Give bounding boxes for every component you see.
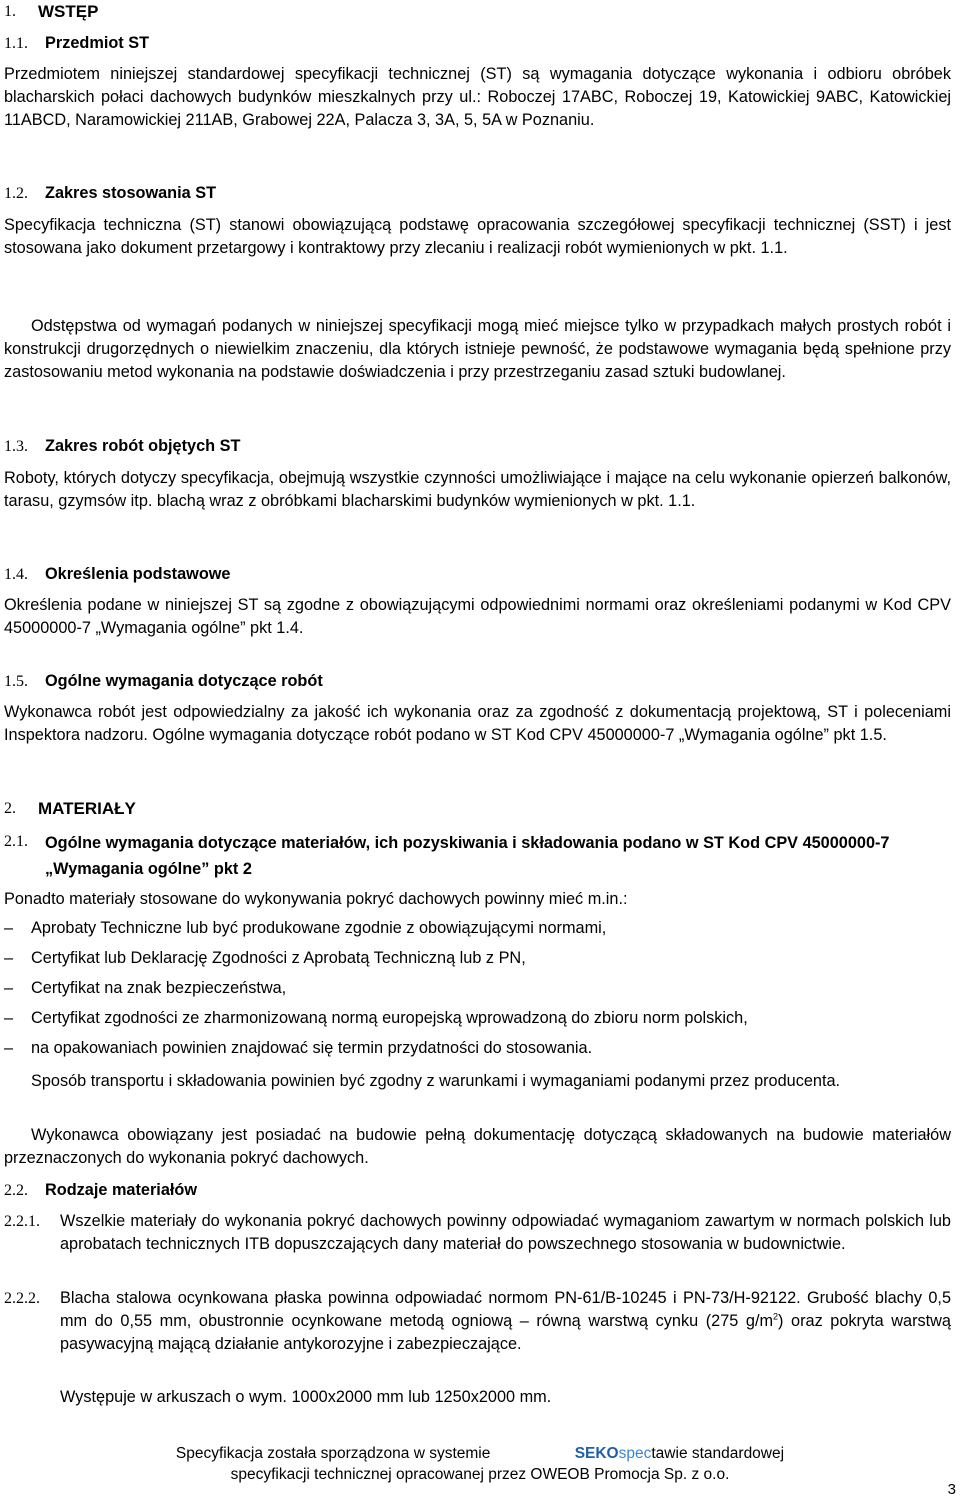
section-number: 1. (4, 3, 16, 20)
paragraph: Sposób transportu i składowania powinien być zgodny z warunkami i wymaganiami podanymi przez producenta. (31, 1072, 841, 1090)
section-title: Ogólne wymagania dotyczące materiałów, ich pozyskiwania i składowania podano w ST Kod CPV 45000000-7 „Wymagania ogólne” pkt 2 (45, 834, 890, 878)
requirements-list (4, 916, 951, 1060)
list-item: – Certyfikat lub Deklarację Zgodności z Aprobatą Techniczną lub z PN, (4, 949, 526, 967)
section-number: 2.1. (4, 833, 28, 850)
section-1-2-heading (4, 182, 216, 205)
section-number: 1.3. (4, 438, 28, 455)
section-1-heading (4, 0, 98, 23)
page-footer (0, 1443, 960, 1485)
section-title: WSTĘP (38, 2, 99, 21)
paragraph: Wykonawca robót jest odpowiedzialny za jakość ich wykonania oraz za zgodność z dokumentacją projektową, ST i poleceniami Inspektora nadzoru. Ogólne wymagania dotyczące robót podano w ST Kod CPV 45000000-7 „Wymagania ogólne” pkt 1.5. (4, 703, 951, 744)
subsection-number: 2.2.2. (4, 1290, 40, 1307)
paragraph: Blacha stalowa ocynkowana płaska powinna odpowiadać normom PN-61/B-10245 i PN-73/H-92122. Grubość blachy 0,5 mm do 0,55 mm, obustronnie ocynkowane metodą ogniową – równą warstwą cynku (275 $g/m^2$) oraz pokryta warstwą pasywacyjną mającą działanie antykorozyjne i zabezpieczające. (60, 1289, 951, 1353)
page-number: 3 (947, 1481, 956, 1498)
section-1-5-heading (4, 670, 323, 693)
paragraph: Występuje w arkuszach o wym. 1000x2000 mm lub 1250x2000 mm. (60, 1388, 552, 1406)
section-title: Rodzaje materiałów (45, 1181, 198, 1199)
paragraph: Specyfikacja techniczna (ST) stanowi obowiązującą podstawę opracowania szczegółowej specyfikacji technicznej (SST) i jest stosowana jako dokument przetargowy i kontraktowy przy zlecaniu i realizacji robót wymienionych w pkt. 1.1. (4, 216, 951, 257)
section-1-3-heading (4, 435, 240, 458)
paragraph: Wszelkie materiały do wykonania pokryć dachowych powinny odpowiadać wymaganiom zawartym w normach polskich lub aprobatach technicznych ITB dopuszczających dany materiał do powszechnego stosowania w budownictwie. (60, 1212, 951, 1253)
paragraph: Określenia podane w niniejszej ST są zgodne z obowiązującymi odpowiednimi normami oraz określeniami podanymi w Kod CPV 45000000-7 „Wymagania ogólne” pkt 1.4. (4, 596, 951, 637)
section-number: 1.2. (4, 185, 28, 202)
subsection-number: 2.2.1. (4, 1213, 40, 1230)
subsection-2-2-2 (4, 1287, 951, 1356)
section-title: Przedmiot ST (45, 34, 150, 52)
section-1-4-heading (4, 563, 231, 586)
section-2-1-heading (4, 830, 951, 882)
section-2-heading (4, 797, 136, 820)
list-item: – Aprobaty Techniczne lub być produkowane zgodnie z obowiązującymi normami, (4, 919, 607, 937)
section-title: MATERIAŁY (38, 799, 136, 818)
section-number: 1.5. (4, 673, 28, 690)
section-1-1-heading (4, 32, 149, 55)
section-2-2-heading (4, 1179, 197, 1202)
list-item: – na opakowaniach powinien znajdować się termin przydatności do stosowania. (4, 1039, 593, 1057)
paragraph: Wykonawca obowiązany jest posiadać na budowie pełną dokumentację dotyczącą składowanych na budowie materiałów przeznaczonych do wykonania pokryć dachowych. (4, 1126, 951, 1167)
list-item: – Certyfikat zgodności ze zharmonizowaną normą europejską wprowadzoną do zbioru norm polskich, (4, 1009, 748, 1027)
section-title: Zakres stosowania ST (45, 184, 217, 202)
section-number: 2.2. (4, 1182, 28, 1199)
subsection-2-2-1 (4, 1210, 951, 1256)
section-title: Określenia podstawowe (45, 565, 231, 583)
section-number: 2. (4, 800, 16, 817)
section-title: Ogólne wymagania dotyczące robót (45, 672, 323, 690)
paragraph: Odstępstwa od wymagań podanych w niniejszej specyfikacji mogą mieć miejsce tylko w przypadkach małych prostych robót i konstrukcji drugorzędnych o niewielkim znaczeniu, dla których istnieje pewność, że podstawowe wymagania będą spełnione przy zastosowaniu metod wykonania na podstawie doświadczenia i przy przestrzeganiu zasad sztuki budowlanej. (4, 317, 951, 381)
spec-logo: spec (618, 1445, 652, 1462)
section-number: 1.4. (4, 566, 28, 583)
paragraph: Przedmiotem niniejszej standardowej specyfikacji technicznej (ST) są wymagania dotyczące wykonania i odbioru obróbek blacharskich połaci dachowych budynków mieszkalnych przy ul.: Roboczej 17ABC, Roboczej 19, Katowickiej 9ABC, Katowickiej 11ABCD, Naramowickiej 211AB, Grabowej 22A, Palacza 3, 3A, 5, 5A w Poznaniu. (4, 65, 951, 129)
list-item: – Certyfikat na znak bezpieczeństwa, (4, 979, 287, 997)
footer-line-2: specyfikacji technicznej opracowanej przez OWEOB Promocja Sp. z o.o. (230, 1466, 730, 1483)
paragraph: Ponadto materiały stosowane do wykonywania pokryć dachowych powinny mieć m.in.: (4, 890, 628, 908)
section-number: 1.1. (4, 35, 28, 52)
footer-line-1: Specyfikacja została sporządzona w systemie SEKOspectawie standardowej (175, 1445, 785, 1462)
paragraph: Roboty, których dotyczy specyfikacja, obejmują wszystkie czynności umożliwiające i mające na celu wykonanie opierzeń balkonów, tarasu, gzymsów itp. blachą wraz z obróbkami blacharskimi budynków wymienionych w pkt. 1.1. (4, 469, 951, 510)
section-title: Zakres robót objętych ST (45, 437, 241, 455)
seko-logo: SEKO (574, 1445, 619, 1462)
